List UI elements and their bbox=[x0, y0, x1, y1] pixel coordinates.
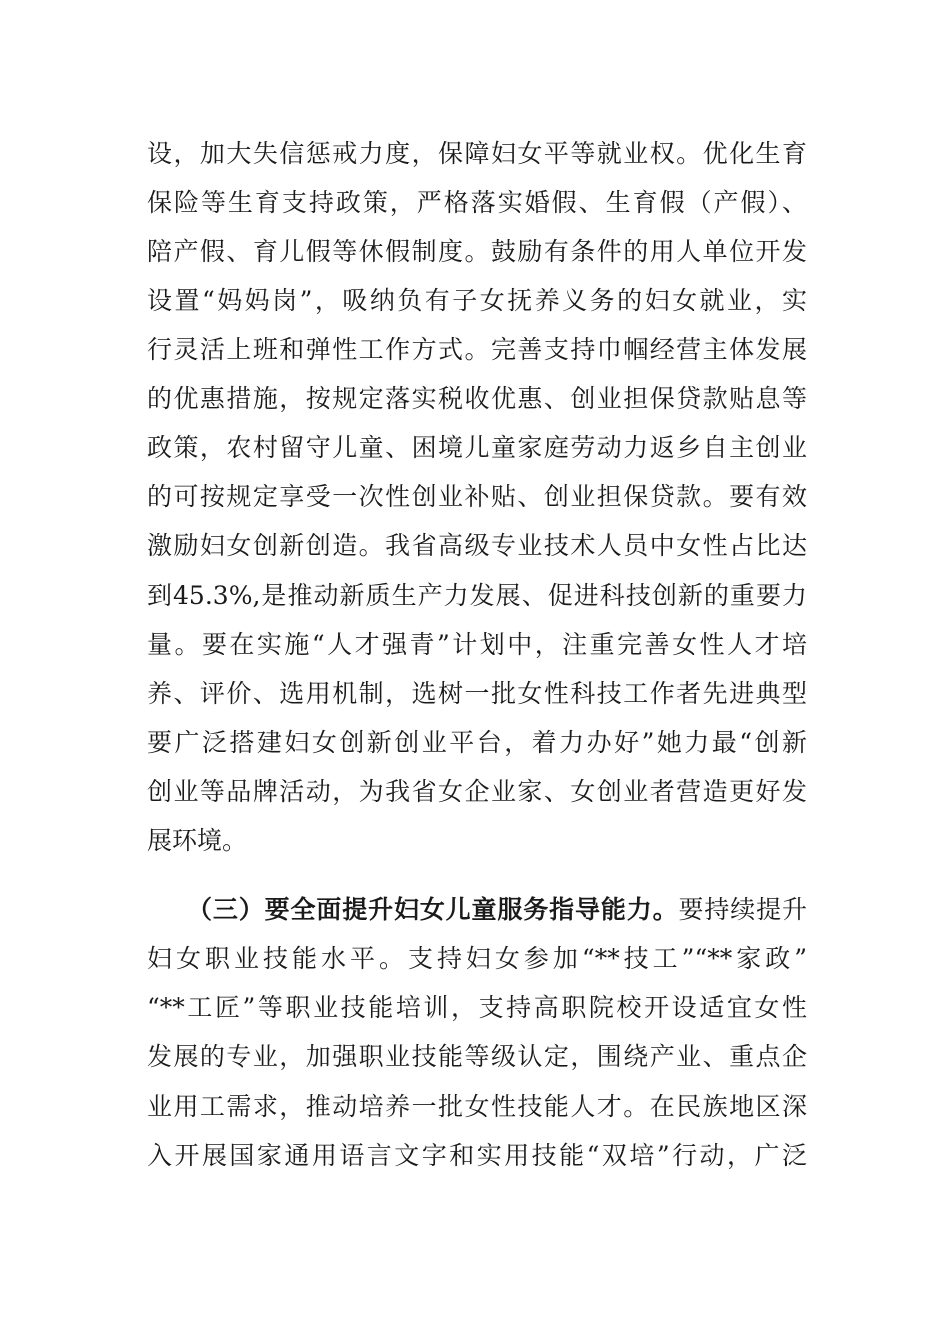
text-line: “**工匠”等职业技能培训，支持高职院校开设适宜女性 bbox=[147, 993, 807, 1022]
text-line: 要广泛搭建妇女创新创业平台，着力办好”她力最“创新 bbox=[147, 728, 807, 757]
text-line: 创业等品牌活动，为我省女企业家、女创业者营造更好发 bbox=[147, 777, 807, 806]
text-line: 行灵活上班和弹性工作方式。完善支持巾帼经营主体发展 bbox=[147, 335, 807, 364]
heading-line-rest: 要持续提升 bbox=[678, 895, 807, 924]
section-heading: （三）要全面提升妇女儿童服务指导能力。 bbox=[187, 895, 679, 924]
section-heading-line bbox=[187, 885, 807, 935]
text-line: 保险等生育支持政策，严格落实婚假、生育假（产假）、 bbox=[147, 188, 807, 217]
text-line: 到45.3%,是推动新质生产力发展、促进科技创新的重要力 bbox=[147, 581, 807, 610]
text-line: 激励妇女创新创造。我省高级专业技术人员中女性占比达 bbox=[147, 531, 807, 560]
text-line: 设，加大失信惩戒力度，保障妇女平等就业权。优化生育 bbox=[147, 139, 807, 168]
text-line: 发展的专业，加强职业技能等级认定，围绕产业、重点企 bbox=[147, 1042, 807, 1071]
text-line: 的可按规定享受一次性创业补贴、创业担保贷款。要有效 bbox=[147, 482, 807, 511]
text-line: 养、评价、选用机制，选树一批女性科技工作者先进典型 bbox=[147, 679, 807, 708]
text-line: 政策，农村留守儿童、困境儿童家庭劳动力返乡自主创业 bbox=[147, 433, 807, 462]
text-line: 的优惠措施，按规定落实税收优惠、创业担保贷款贴息等 bbox=[147, 384, 807, 413]
text-line: 陪产假、育儿假等休假制度。鼓励有条件的用人单位开发 bbox=[147, 237, 807, 266]
text-line: 展环境。 bbox=[147, 826, 248, 855]
text-line: 量。要在实施“人才强青”计划中，注重完善女性人才培 bbox=[147, 630, 807, 659]
text-line: 设置“妈妈岗”，吸纳负有子女抚养义务的妇女就业，实 bbox=[147, 286, 807, 315]
text-line: 入开展国家通用语言文字和实用技能“双培”行动，广泛 bbox=[147, 1141, 807, 1170]
text-line: 妇女职业技能水平。支持妇女参加“**技工”“**家政” bbox=[147, 944, 807, 973]
text-line: 业用工需求，推动培养一批女性技能人才。在民族地区深 bbox=[147, 1092, 807, 1121]
